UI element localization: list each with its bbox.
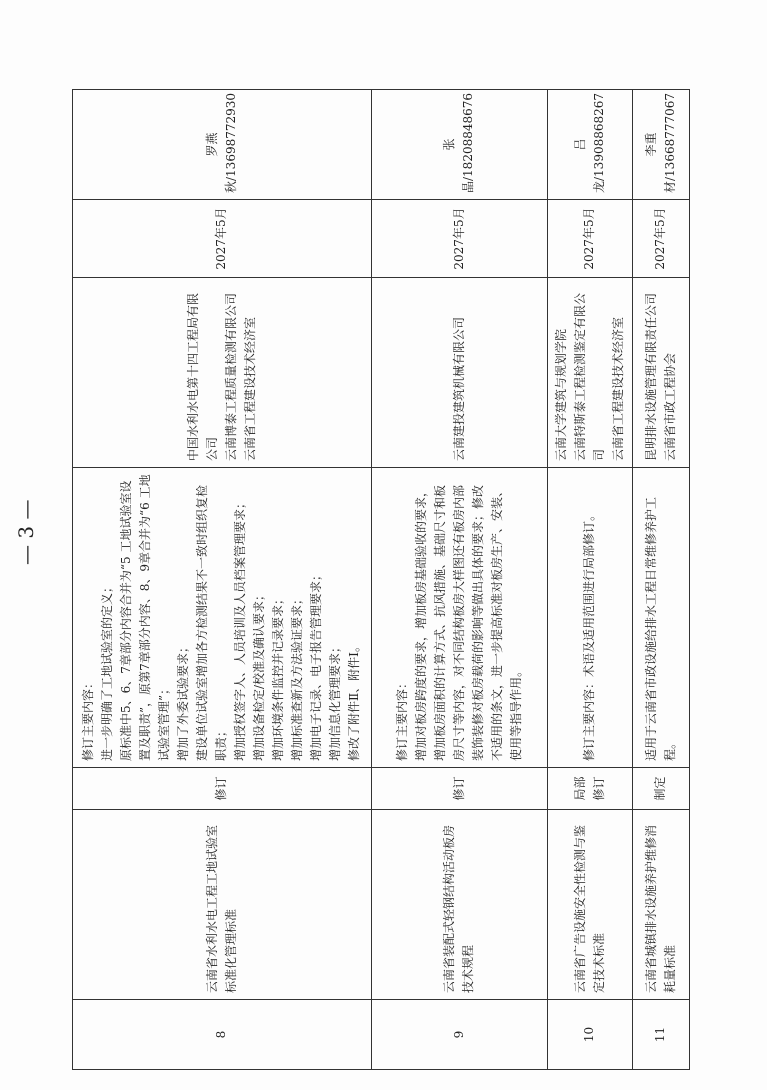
row-number: 9	[371, 1000, 547, 1070]
content-line: 建设单位试验室增加各方检测结果不一致时组织复检职责；	[195, 484, 229, 761]
responsible-units	[632, 278, 689, 468]
unit-name: 云南特斯泰工程检测鉴定有限公司	[572, 292, 606, 461]
unit-name: 云南省市政工程协会	[662, 352, 677, 461]
contact: 张晶/18208848676	[371, 90, 547, 200]
content-line: 适用于云南省市政设施给排水工程日常维修养护工程。	[643, 496, 677, 761]
table-row	[371, 90, 547, 1070]
unit-name: 云南博泰工程质量检测有限公司	[223, 292, 238, 461]
content-line: 增加了外委试验要求；	[176, 640, 191, 761]
revision-type: 修订	[73, 768, 372, 810]
unit-name: 中国水利水电第十四工程局有限公司	[185, 292, 219, 461]
content-line: 增加授权签字人、人员培训及人员档案管理要求；	[233, 496, 248, 761]
content-line: 增加对板房跨度的要求，增加板房基础验收的要求，增加板房面积的计算方式、抗风措施、基础尺寸和板房尺寸等内容，对不同结构板房大样图还有板房内部装饰装修对板房载荷的影响等做出具体的要求；修改不适用的条文，进一步提高标准对板房生产、安装、使用等指导作用。	[413, 484, 523, 761]
content-line: 修订主要内容：	[394, 676, 409, 761]
content-line: 增加设备检定/校准及确认要求；	[252, 588, 267, 761]
completion-date: 2027年5月	[547, 200, 632, 278]
table-row	[547, 90, 632, 1070]
revision-content	[73, 468, 372, 768]
content-line: 增加标准查新及方法验证要求；	[290, 592, 305, 761]
row-number: 11	[632, 1000, 689, 1070]
standard-name: 云南省城镇排水设施养护维修消耗量标准	[632, 810, 689, 1000]
responsible-units	[547, 278, 632, 468]
revision-type: 局部修订	[547, 768, 632, 810]
page-number: — 3 —	[14, 499, 38, 565]
standard-name: 云南省水利水电工程工地试验室标准化管理标准	[73, 810, 372, 1000]
standard-name: 云南省装配式轻钢结构活动板房技术规程	[371, 810, 547, 1000]
unit-name: 云南省工程建设技术经济室	[610, 316, 625, 461]
standards-table	[72, 89, 690, 1070]
revision-type: 修订	[371, 768, 547, 810]
content-line: 进一步明确了工地试验室的定义；	[100, 580, 115, 761]
content-line: 修订主要内容：	[81, 676, 96, 761]
table-row	[632, 90, 689, 1070]
content-line: 增加电子记录、电子报告管理要求；	[309, 568, 324, 761]
revision-content	[547, 468, 632, 768]
responsible-units	[371, 278, 547, 468]
unit-name: 云南建投建筑机械有限公司	[451, 316, 466, 461]
contact: 吕龙/13908868267	[547, 90, 632, 200]
standard-name: 云南省广告设施安全性检测与鉴定技术标准	[547, 810, 632, 1000]
revision-content	[632, 468, 689, 768]
completion-date: 2027年5月	[632, 200, 689, 278]
content-line: 增加信息化管理要求；	[328, 640, 343, 761]
completion-date: 2027年5月	[371, 200, 547, 278]
responsible-units	[73, 278, 372, 468]
contact: 李重材/13668777067	[632, 90, 689, 200]
unit-name: 云南省工程建设技术经济室	[242, 316, 257, 461]
unit-name: 昆明排水设施管理有限责任公司	[643, 292, 658, 461]
rotated-table-container	[72, 90, 690, 1070]
unit-name: 云南大学建筑与规划学院	[553, 328, 568, 461]
completion-date: 2027年5月	[73, 200, 372, 278]
content-line: 原标准中5、6、7章部分内容合并为“5 工地试验室设置及职责”，原第7章部分内容、8、9章合并为“6 工地试验室管理”；	[119, 474, 172, 761]
content-line: 增加环境条件监控并记录要求；	[271, 592, 286, 761]
row-number: 8	[73, 1000, 372, 1070]
contact: 罗燕秋/13698772930	[73, 90, 372, 200]
row-number: 10	[547, 1000, 632, 1070]
table-row	[73, 90, 372, 1070]
revision-content	[371, 468, 547, 768]
content-line: 修改了附件Ⅱ、附件Ⅰ。	[347, 640, 362, 761]
revision-type: 制定	[632, 768, 689, 810]
content-line: 修订主要内容：术语及适用范围进行局部修订。	[582, 508, 597, 761]
